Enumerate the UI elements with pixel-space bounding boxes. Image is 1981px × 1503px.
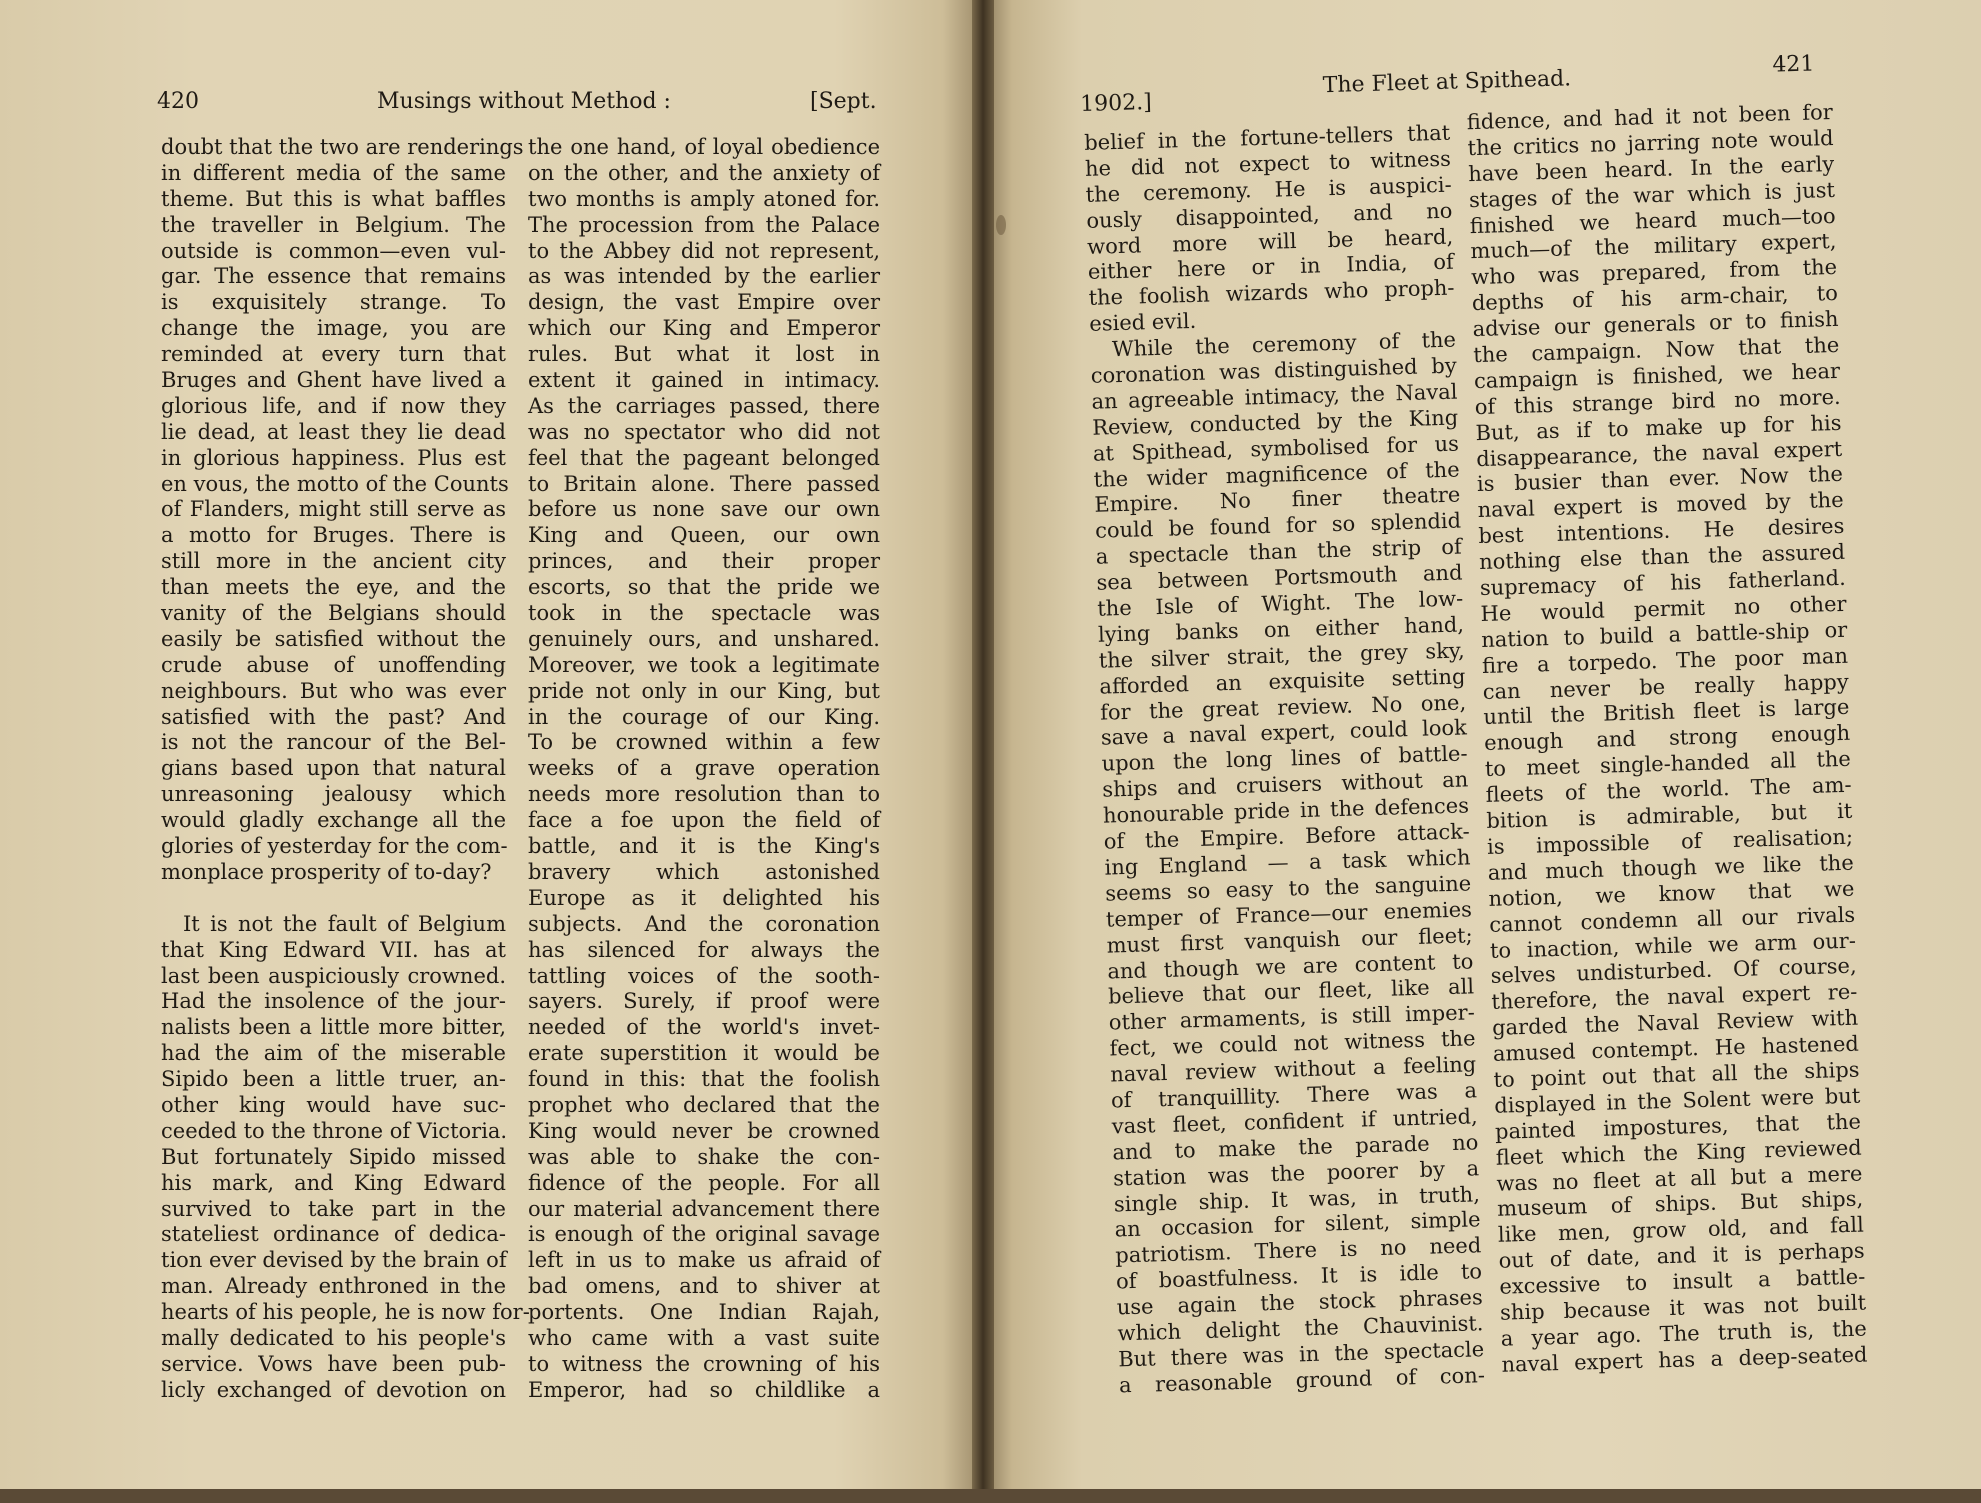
text-line: campaign is finished, we hear: [1473, 358, 1841, 393]
text-line: the campaign. Now that the: [1473, 332, 1840, 368]
text-line: reminded at every turn that: [161, 342, 506, 367]
text-line: single ship. It was, in truth,: [1113, 1181, 1481, 1216]
text-line: two months is amply atoned for.: [528, 186, 880, 211]
text-line: nation to build a battle-ship or: [1480, 617, 1848, 652]
text-line: left in us to make us afraid of: [528, 1248, 880, 1273]
text-line: to witness the crowning of his: [528, 1351, 880, 1376]
text-line: glorious life, and if now they: [161, 393, 506, 418]
text-line: and though we are content to: [1107, 948, 1474, 984]
text-line: advise our generals or to finish: [1472, 307, 1839, 342]
text-line: best intentions. He desires: [1478, 514, 1845, 549]
text-line: bition is admirable, but it: [1486, 798, 1853, 833]
right-page: [982, 0, 1981, 1489]
text-line: a spectacle than the strip of: [1095, 534, 1463, 569]
text-line: seems so easy to the sanguine: [1104, 871, 1472, 906]
text-line: patriotism. There is no need: [1115, 1233, 1482, 1268]
text-line: temper of France—our enemies: [1105, 897, 1473, 932]
page-number: 421: [1772, 51, 1815, 78]
text-line: found in this: that the foolish: [528, 1067, 880, 1092]
text-line: The procession from the Palace: [528, 212, 880, 237]
text-line: and to make the parade no: [1112, 1130, 1479, 1165]
text-line: finished we heard much—too: [1469, 203, 1836, 238]
text-line: save a naval expert, could look: [1100, 715, 1468, 751]
text-line: tion ever devised by the brain of: [161, 1248, 507, 1273]
text-line: pride not only in our King, but: [528, 678, 880, 703]
text-line: man. Already enthroned in the: [161, 1274, 506, 1299]
text-line: which delight the Chauvinist.: [1117, 1311, 1484, 1346]
text-line: in glorious happiness. Plus est: [161, 445, 506, 470]
text-line: ously disappointed, and no: [1086, 198, 1453, 233]
text-line: King would never be crowned: [528, 1118, 880, 1143]
text-line: afforded an exquisite setting: [1099, 664, 1466, 699]
text-line: had the aim of the miserable: [161, 1041, 506, 1066]
text-line: bravery which astonished: [528, 859, 880, 884]
text-line: neighbours. But who was ever: [161, 678, 506, 703]
text-line: the ceremony. He is auspici-: [1085, 172, 1452, 207]
text-line: tattling voices of the sooth-: [528, 963, 880, 988]
text-line: the Isle of Wight. The low-: [1096, 586, 1464, 621]
text-line: he did not expect to witness: [1084, 146, 1452, 181]
text-line: a reasonable ground of con-: [1118, 1362, 1486, 1398]
text-line: other king would have suc-: [161, 1092, 506, 1117]
text-line: must first vanquish our fleet;: [1106, 922, 1473, 958]
text-line: service. Vows have been pub-: [161, 1351, 506, 1376]
text-line: fire a torpedo. The poor man: [1481, 643, 1849, 678]
running-title: Musings without Method :: [377, 89, 671, 114]
text-line: out of date, and it is perhaps: [1498, 1238, 1865, 1273]
text-line: who was prepared, from the: [1470, 255, 1838, 290]
text-line: He would permit no other: [1480, 591, 1847, 626]
text-line: doubt that the two are renderings: [161, 135, 524, 159]
text-line: an agreeable intimacy, the Naval: [1091, 379, 1458, 414]
text-line: before us none save our own: [528, 497, 880, 522]
text-line: painted impostures, that the: [1494, 1109, 1862, 1144]
text-line: to inaction, while we arm our-: [1489, 928, 1857, 963]
text-line: crude abuse of unoffending: [161, 652, 506, 677]
paragraph-gap: [161, 886, 506, 912]
text-line: is not the rancour of the Bel-: [161, 730, 506, 755]
text-line: stages of the war which is just: [1468, 177, 1836, 212]
text-line: But there was in the spectacle: [1117, 1337, 1485, 1372]
text-line: could be found for so splendid: [1094, 508, 1462, 544]
text-line: ing England — a task which: [1104, 845, 1471, 880]
text-line: is impossible of realisation;: [1486, 824, 1854, 859]
text-line: still more in the ancient city: [161, 549, 506, 574]
text-line: upon the long lines of battle-: [1101, 741, 1468, 777]
text-line: of the Empire. Before attack-: [1103, 819, 1471, 854]
text-line: lie dead, at least they lie dead: [161, 419, 506, 444]
text-line: enough and strong enough: [1483, 721, 1851, 756]
text-line: the traveller in Belgium. The: [161, 212, 506, 237]
text-line: Moreover, we took a legitimate: [528, 652, 880, 677]
text-line: glories of yesterday for the com-: [161, 834, 508, 859]
text-line: mally dedicated to his people's: [161, 1325, 506, 1350]
text-line: a year ago. The truth is, the: [1500, 1316, 1868, 1351]
text-line: nalists been a little more bitter,: [161, 1015, 506, 1040]
text-line: gians based upon that natural: [161, 756, 506, 781]
text-line: To be crowned within a few: [528, 730, 880, 755]
text-line: of tranquillity. There was a: [1110, 1078, 1478, 1113]
text-line: sea between Portsmouth and: [1096, 560, 1463, 595]
page-number: 420: [157, 89, 199, 114]
text-line: until the British fleet is large: [1483, 695, 1850, 730]
text-line: It is not the fault of Belgium: [183, 911, 506, 936]
text-line: of this strange bird no more.: [1474, 384, 1842, 419]
text-line: much—of the military expert,: [1470, 229, 1837, 264]
text-line: naval expert is moved by the: [1477, 488, 1844, 523]
ink-spot: [996, 215, 1006, 235]
text-line: museum of ships. But ships,: [1496, 1186, 1864, 1222]
text-line: of boastfulness. It is idle to: [1115, 1259, 1483, 1294]
text-line: is busier than ever. Now the: [1476, 462, 1844, 497]
text-line: was no fleet at all but a mere: [1496, 1161, 1863, 1196]
text-line: prophet who declared that the: [528, 1092, 880, 1117]
text-line: in different media of the same: [161, 160, 506, 185]
text-line: fleets of the world. The am-: [1485, 772, 1852, 808]
text-line: other armaments, is still imper-: [1108, 1000, 1476, 1035]
text-line: fleet which the King reviewed: [1495, 1135, 1862, 1170]
text-line: design, the vast Empire over: [528, 290, 880, 315]
text-line: selves undisturbed. Of course,: [1490, 954, 1857, 989]
text-line: But, as if to make up for his: [1475, 410, 1842, 445]
text-line: escorts, so that the pride we: [528, 575, 880, 600]
text-line: our material advancement there: [528, 1196, 880, 1221]
text-line: vanity of the Belgians should: [161, 601, 506, 626]
text-line: battle, and it is the King's: [528, 834, 880, 859]
text-line: is enough of the original savage: [528, 1222, 880, 1247]
text-line: portents. One Indian Rajah,: [528, 1300, 880, 1325]
text-line: Review, conducted by the King: [1091, 405, 1459, 440]
text-line: lying banks on either hand,: [1097, 612, 1465, 647]
text-line: change the image, you are: [161, 316, 506, 341]
text-line: was able to shake the con-: [528, 1144, 880, 1169]
text-line: nothing else than the assured: [1478, 539, 1846, 575]
text-line: took in the spectacle was: [528, 601, 880, 626]
text-line: garded the Naval Review with: [1491, 1005, 1859, 1041]
text-line: Empire. No finer theatre: [1094, 483, 1461, 518]
text-line: unreasoning jealousy which: [161, 782, 506, 807]
text-line: Had the insolence of the jour-: [161, 989, 506, 1014]
text-line: therefore, the naval expert re-: [1491, 979, 1858, 1015]
text-line: that King Edward VII. has at: [161, 937, 506, 962]
text-line: theme. But this is what baffles: [161, 186, 506, 211]
text-column-left-1: [161, 135, 530, 1404]
text-line: fidence, and had it not been for: [1466, 99, 1834, 135]
text-line: needs more resolution than to: [528, 782, 880, 807]
text-line: can never be really happy: [1482, 669, 1849, 704]
text-line: than meets the eye, and the: [161, 575, 506, 600]
text-line: princes, and their proper: [528, 549, 880, 574]
text-line: as was intended by the earlier: [528, 264, 880, 289]
text-line: Sipido been a little truer, an-: [161, 1067, 506, 1092]
text-line: fect, we could not witness the: [1109, 1026, 1476, 1061]
text-line: word more will be heard,: [1086, 224, 1454, 259]
text-line: of Flanders, might still serve as: [161, 497, 506, 522]
text-line: the one hand, of loyal obedience: [528, 135, 880, 159]
text-line: But fortunately Sipido missed: [161, 1144, 506, 1169]
book-gutter: [972, 0, 994, 1489]
text-line: King and Queen, our own: [528, 523, 880, 548]
running-title: The Fleet at Spithead.: [1322, 66, 1572, 99]
left-page: [0, 0, 982, 1489]
text-line: monplace prosperity of to-day?: [161, 859, 492, 884]
text-line: fidence of the people. For all: [528, 1170, 880, 1195]
text-line: sayers. Surely, if proof were: [528, 989, 880, 1014]
text-line: like men, grow old, and fall: [1497, 1212, 1865, 1248]
text-line: amused contempt. He hastened: [1492, 1031, 1860, 1066]
text-line: depths of his arm-chair, to: [1471, 281, 1839, 316]
text-line: station was the poorer by a: [1112, 1155, 1480, 1191]
section-mark: 1902.]: [1079, 89, 1153, 117]
text-line: erate superstition it would be: [528, 1041, 880, 1066]
text-line: naval expert has a deep-seated: [1501, 1342, 1868, 1377]
text-line: While the ceremony of the: [1111, 327, 1457, 362]
text-line: honourable pride in the defences: [1102, 793, 1470, 828]
text-line: en vous, the motto of the Counts: [161, 471, 509, 496]
text-line: notion, we know that we: [1488, 876, 1855, 911]
text-line: on the other, and the anxiety of: [528, 160, 880, 185]
text-line: face a foe upon the field of: [528, 808, 880, 833]
text-line: for the great review. No one,: [1099, 690, 1467, 725]
text-line: either here or in India, of: [1087, 250, 1455, 285]
text-column-right-2: [1467, 100, 1868, 1378]
text-line: Europe as it delighted his: [528, 885, 880, 910]
text-line: a motto for Bruges. There is: [161, 523, 506, 548]
text-line: to the Abbey did not represent,: [528, 238, 880, 263]
text-line: As the carriages passed, there: [528, 393, 880, 418]
text-line: has silenced for always the: [528, 937, 880, 962]
text-line: would gladly exchange all the: [161, 808, 506, 833]
text-line: the foolish wizards who proph-: [1088, 275, 1455, 311]
text-line: ceeded to the throne of Victoria.: [161, 1118, 508, 1143]
text-line: excessive to insult a battle-: [1499, 1264, 1866, 1299]
text-line: and much though we like the: [1487, 850, 1855, 885]
text-line: ship because it was not built: [1499, 1290, 1867, 1325]
text-line: cannot condemn all our rivals: [1488, 902, 1856, 937]
text-line: esied evil.: [1089, 309, 1197, 337]
text-line: subjects. And the coronation: [528, 911, 880, 936]
text-line: rules. But what it lost in: [528, 342, 880, 367]
text-line: Bruges and Ghent have lived a: [161, 368, 506, 393]
text-line: displayed in the Solent were but: [1493, 1083, 1861, 1118]
text-line: disappearance, the naval expert: [1475, 436, 1843, 471]
text-line: have been heard. In the early: [1467, 151, 1835, 186]
text-line: is exquisitely strange. To: [161, 290, 506, 315]
text-line: vast fleet, confident if untried,: [1111, 1104, 1478, 1139]
text-line: weeks of a grave operation: [528, 756, 880, 781]
text-line: survived to take part in the: [161, 1196, 506, 1221]
text-line: the critics no jarring note would: [1467, 125, 1834, 161]
text-line: needed of the world's invet-: [528, 1015, 880, 1040]
text-line: extent it gained in intimacy.: [528, 368, 880, 393]
text-line: satisfied with the past? And: [161, 704, 506, 729]
text-line: the wider magnificence of the: [1093, 457, 1460, 492]
text-line: was no spectator who did not: [528, 419, 880, 444]
text-line: to meet single-handed all the: [1484, 746, 1852, 782]
text-column-left-2: [528, 135, 880, 1404]
text-line: at Spithead, symbolised for us: [1092, 431, 1460, 466]
text-line: to Britain alone. There passed: [528, 471, 880, 496]
text-line: bad omens, and to shiver at: [528, 1274, 880, 1299]
text-line: an occasion for silent, simple: [1114, 1207, 1481, 1242]
text-line: supremacy of his fatherland.: [1479, 565, 1847, 601]
text-line: which our King and Emperor: [528, 316, 880, 341]
text-line: naval review without a feeling: [1109, 1052, 1477, 1087]
text-line: use again the stock phrases: [1116, 1285, 1484, 1320]
text-line: feel that the pageant belonged: [528, 445, 880, 470]
text-line: genuinely ours, and unshared.: [528, 626, 880, 651]
text-line: easily be satisfied without the: [161, 626, 506, 651]
text-line: who came with a vast suite: [528, 1325, 880, 1350]
text-line: stateliest ordinance of dedica-: [161, 1222, 506, 1247]
text-line: believe that our fleet, like all: [1107, 974, 1475, 1009]
text-line: coronation was distinguished by: [1090, 353, 1457, 388]
text-line: the silver strait, the grey sky,: [1098, 638, 1465, 673]
text-line: to point out that all the ships: [1493, 1057, 1860, 1092]
text-column-right-1: [1084, 121, 1485, 1399]
text-line: Emperor, had so childlike a: [528, 1377, 880, 1402]
text-line: licly exchanged of devotion on: [161, 1377, 506, 1402]
text-line: last been auspiciously crowned.: [161, 963, 506, 988]
text-line: hearts of his people, he is now for-: [161, 1300, 530, 1325]
section-mark: [Sept.: [810, 89, 877, 114]
text-line: belief in the fortune-tellers that: [1083, 120, 1451, 155]
text-line: his mark, and King Edward: [161, 1170, 506, 1195]
text-line: in the courage of our King.: [528, 704, 880, 729]
text-line: outside is common—even vul-: [161, 238, 506, 263]
text-line: ships and cruisers without an: [1102, 767, 1469, 802]
text-line: gar. The essence that remains: [161, 264, 506, 289]
